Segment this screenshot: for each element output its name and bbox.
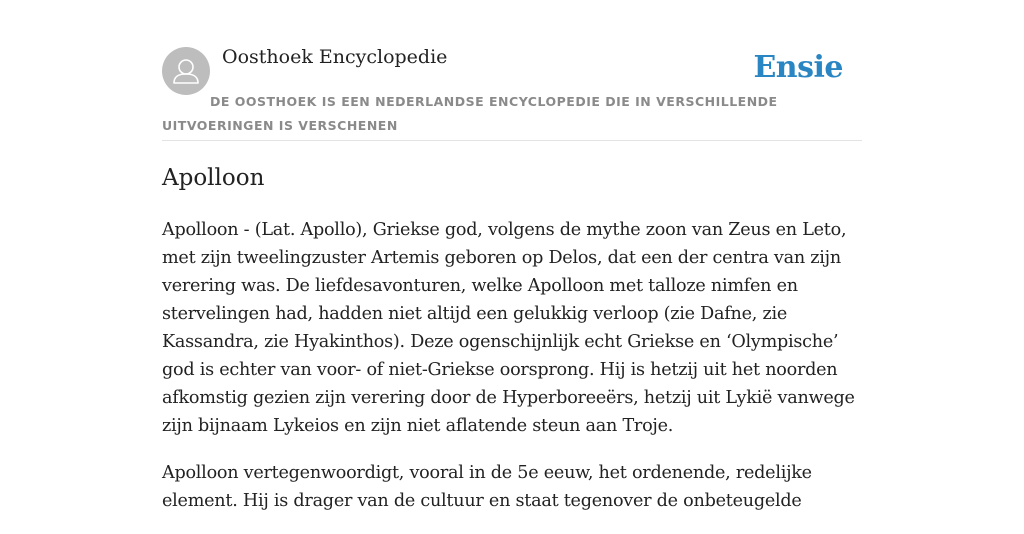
header: [162, 0, 862, 141]
article-body: [162, 216, 862, 534]
article-title: Apolloon: [162, 165, 265, 191]
brand-logo[interactable]: Ensie: [753, 50, 843, 85]
article-paragraph: Apolloon - (Lat. Apollo), Griekse god, volgens de mythe zoon van Zeus en Leto, met zijn tweelingzuster Artemis geboren op Delos, dat een der centra van zijn verering was. De liefdesavonturen, welke Apolloon met talloze nimfen en stervelingen had, hadden niet altijd een gelukkig verloop (zie Dafne, zie Kassandra, zie Hyakinthos). Deze ogenschijnlijk echt Griekse en ‘Olympische’ god is echter van voor- of niet-Griekse oorsprong. Hij is hetzij uit het noorden afkomstig gezien zijn verering door de Hyperboreeërs, hetzij uit Lykië vanwege zijn bijnaam Lykeios en zijn niet aflatende steun aan Troje.: [162, 220, 855, 436]
avatar[interactable]: [162, 47, 210, 95]
article-paragraph: Apolloon vertegenwoordigt, vooral in de 5e eeuw, het ordenende, redelijke element. Hij is drager van de cultuur en staat tegenover de onbeteugelde: [162, 463, 812, 511]
page: [162, 0, 862, 511]
site-description: DE OOSTHOEK IS EEN NEDERLANDSE ENCYCLOPEDIE DIE IN VERSCHILLENDE UITVOERINGEN IS VERSCHENEN: [162, 94, 778, 133]
user-silhouette-icon: [162, 47, 210, 95]
site-name[interactable]: Oosthoek Encyclopedie: [222, 46, 448, 68]
